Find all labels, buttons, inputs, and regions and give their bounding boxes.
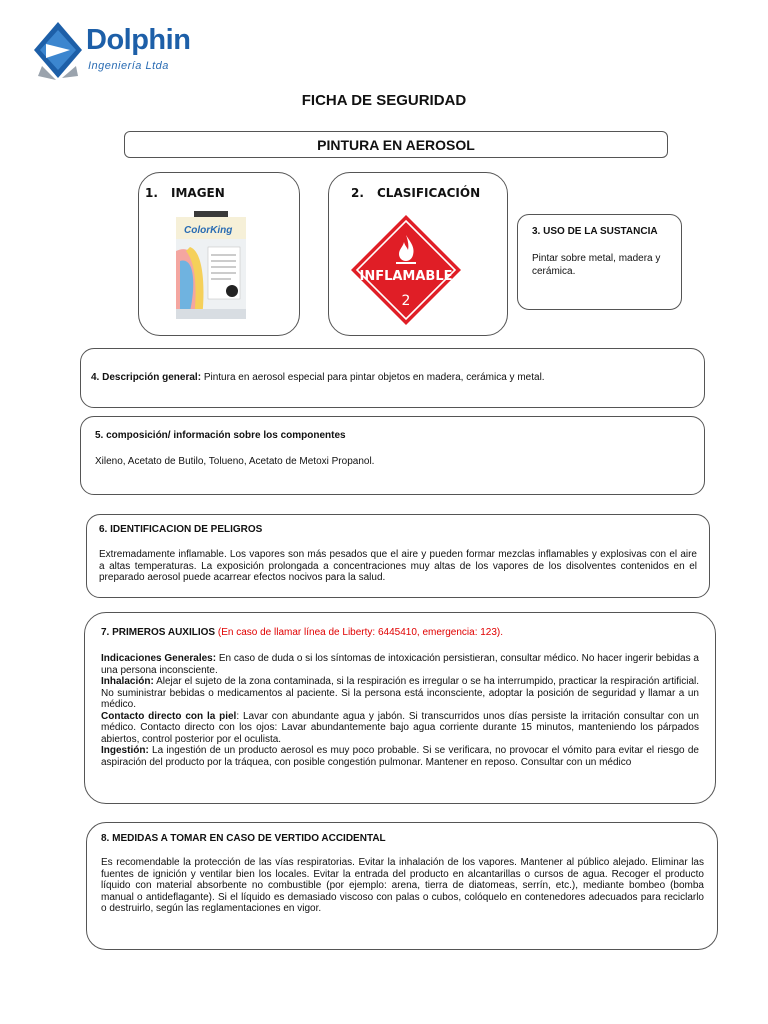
product-name: PINTURA EN AEROSOL (124, 131, 668, 158)
first-aid-item-ingestion (101, 745, 699, 768)
section-first-aid-heading (101, 627, 503, 638)
section-composition-text: Xileno, Acetato de Butilo, Tolueno, Acetato de Metoxi Propanol. (95, 456, 375, 467)
first-aid-item-text: : Lavar con abundante agua y jabón. Si transcurridos unos días persiste la irritación consultar con un médico. Contacto directo con los ojos: Lavar abundantemente bajo agua corriente durante 15 minutos, manteniendo los párpados abiertos, control posterior por el oculista. (101, 710, 699, 745)
first-aid-item-inhalation (101, 676, 699, 711)
section-description (80, 348, 705, 408)
first-aid-item-label: Inhalación: (101, 676, 154, 687)
section-use-text: Pintar sobre metal, madera y cerámica. (532, 253, 661, 277)
first-aid-item-text: En caso de duda o si los síntomas de intoxicación persistieran, consultar médico. No hacer ingerir bebidas a una persona inconsciente. (101, 653, 699, 676)
can-brand-label: ColorKing (184, 225, 233, 236)
section-first-aid (84, 612, 716, 804)
section-composition-title: 5. composición/ información sobre los componentes (95, 430, 346, 441)
section-classification-title: CLASIFICACIÓN (377, 186, 481, 200)
section-image-number: 1. (145, 186, 158, 200)
first-aid-item-text: La ingestión de un producto aerosol es muy poco probable. Si se verificara, no provocar el vómito para evitar el riesgo de aspiración del producto por la tráquea, con posible congestión pulmonar. Mantener en reposo. Consultar con un médico (101, 745, 699, 768)
logo-name: Dolphin (86, 24, 191, 56)
logo-subtitle: Ingeniería Ltda (88, 60, 169, 72)
first-aid-item-label: Ingestión: (101, 745, 149, 756)
section-spill-title: 8. MEDIDAS A TOMAR EN CASO DE VERTIDO ACCIDENTAL (101, 833, 386, 844)
section-description-label: 4. Descripción general: (91, 372, 202, 383)
first-aid-item-skin (101, 711, 699, 746)
section-classification-heading (351, 186, 480, 200)
section-hazards-title: 6. IDENTIFICACION DE PELIGROS (99, 524, 263, 535)
section-hazards (86, 514, 710, 598)
section-use (517, 214, 682, 310)
dolphin-logo-icon (32, 20, 84, 82)
section-classification (328, 172, 508, 336)
section-spill-measures (86, 822, 718, 950)
section-composition (80, 416, 705, 495)
section-first-aid-note: (En caso de llamar línea de Liberty: 6445410, emergencia: 123). (215, 627, 504, 638)
placard-label: INFLAMABLE (359, 269, 453, 284)
section-spill-text: Es recomendable la protección de las vías respiratorias. Evitar la inhalación de los vapores. Mantener al público alejado. Eliminar las fuentes de ignición y ventilar bien los locales. Evitar la entrada del producto en alcantarillas o cursos de agua. Recoger el producto líquido con material absorbente no combustible (por ejemplo: arena, tierra de diatomeas, serrín, etc.), mediante bombeo (bomba manual o antideflagante). Si el líquido es demasiado viscoso con palas o cubos, colóquelo en contenedores adecuados para reciclarlo o destruirlo, según las reglamentaciones en vigor. (101, 857, 704, 914)
first-aid-item-general (101, 653, 699, 676)
company-logo (32, 18, 191, 84)
placard-class-number: 2 (401, 293, 411, 309)
spray-can-image (176, 211, 246, 319)
section-image-title: IMAGEN (171, 186, 225, 200)
document-title: FICHA DE SEGURIDAD (301, 92, 467, 109)
first-aid-item-text: Alejar el sujeto de la zona contaminada, si la respiración es irregular o se ha interrumpido, practicar la respiración artificial. No suministrar bebidas o medicamentos al paciente. Si la persona está inconsciente, adoptar la posición de seguridad y llamar a un médico. (101, 676, 699, 710)
section-first-aid-title: 7. PRIMEROS AUXILIOS (101, 627, 216, 638)
section-first-aid-body (101, 653, 699, 768)
first-aid-item-label: Contacto directo con la piel (101, 710, 237, 722)
flammable-placard (349, 213, 463, 327)
section-image (138, 172, 300, 336)
first-aid-item-label: Indicaciones Generales: (101, 653, 217, 664)
section-description-text: Pintura en aerosol especial para pintar objetos en madera, cerámica y metal. (201, 372, 545, 383)
section-image-heading (145, 186, 225, 200)
section-use-title: 3. USO DE LA SUSTANCIA (532, 226, 658, 237)
section-hazards-text: Extremadamente inflamable. Los vapores son más pesados que el aire y pueden formar mezclas inflamables y explosivas con el aire a altas temperaturas. La exposición prolongada a concentraciones muy altas de los vapores de los disolventes contenidos en el preparado aerosol puede acarrear efectos nocivos para la salud. (99, 549, 697, 583)
section-description-content (91, 372, 545, 384)
section-classification-number: 2. (351, 186, 364, 200)
